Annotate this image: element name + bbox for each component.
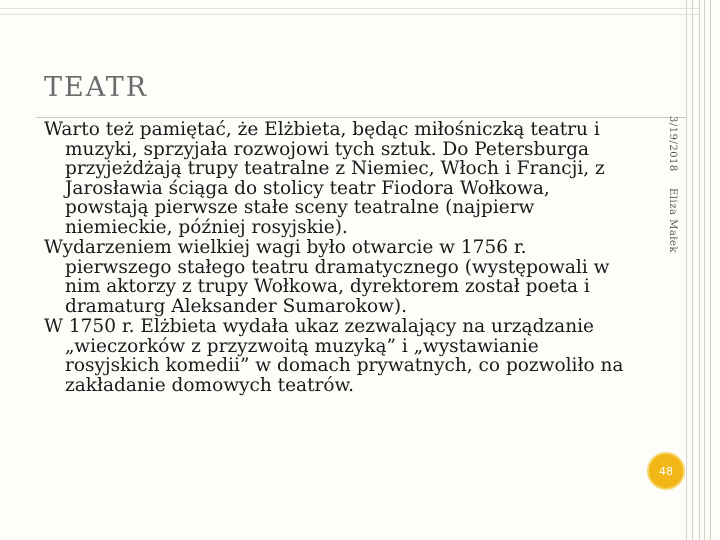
paragraph: Warto też pamiętać, że Elżbieta, będąc miłośniczką teatru i muzyki, sprzyjała rozwojowi tych sztuk. Do Petersburga przyjeżdżają trupy teatralne z Niemiec, Włoch i Francji, z Jarosławia ściąga do stolicy teatr Fiodora Wołkowa, powstają pierwsze stałe sceny teatralne (najpierw niemieckie, później rosyjskie). [44, 119, 605, 238]
side-decor-line [686, 0, 687, 540]
side-decor-line [699, 0, 700, 540]
slide-author: Eliza Małek [667, 188, 678, 254]
paragraph: W 1750 r. Elżbieta wydała ukaz zezwalający na urządzanie „wieczorków z przyzwoitą muzyką” i „wystawianie rosyjskich komedii” w domach prywatnych, co pozwoliło na zakładanie domowych teatrów. [44, 316, 624, 396]
page-number-badge: 48 [647, 452, 685, 490]
top-decor-line [0, 14, 700, 15]
slide-title: TEATR [44, 72, 149, 103]
title-divider [36, 117, 686, 118]
side-decor-line [704, 0, 705, 540]
side-decor-line [710, 0, 711, 540]
slide-body [44, 120, 624, 396]
slide-date: 3/19/2018 [667, 116, 678, 172]
top-decor-line [0, 8, 700, 9]
side-decor-line [692, 0, 693, 540]
paragraph: Wydarzeniem wielkiej wagi było otwarcie w 1756 r. pierwszego stałego teatru dramatycznego (występowali w nim aktorzy z trupy Wołkowa, dyrektorem został poeta i dramaturg Aleksander Sumarokow). [44, 237, 610, 317]
